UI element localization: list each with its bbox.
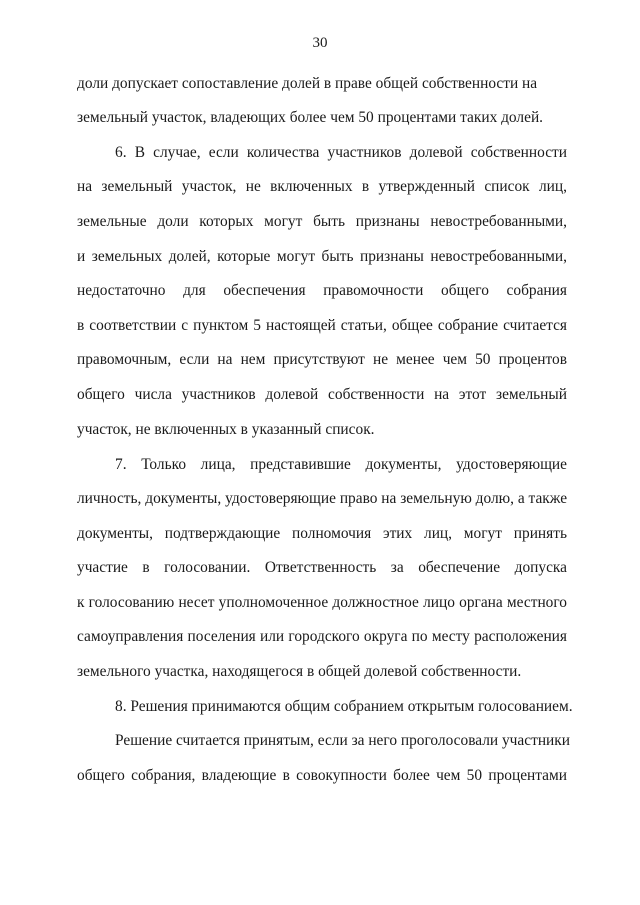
text-line: общего собрания, владеющие в совокупности более чем 50 процентами <box>77 767 567 784</box>
text-line: земельный участок, владеющих более чем 50 процентами таких долей. <box>77 109 544 126</box>
text-line: 7. Только лица, представившие документы, удостоверяющие <box>115 456 567 473</box>
text-line: 6. В случае, если количества участников долевой собственности <box>115 144 567 161</box>
text-line: доли допускает сопоставление долей в праве общей собственности на <box>77 75 538 92</box>
text-line: участие в голосовании. Ответственность за обеспечение допуска <box>77 559 567 576</box>
text-line: 8. Решения принимаются общим собранием открытым голосованием. <box>115 698 573 715</box>
text-line: общего числа участников долевой собственности на этот земельный <box>77 386 567 403</box>
text-line: и земельных долей, которые могут быть признаны невостребованными, <box>77 248 567 265</box>
text-line: земельного участка, находящегося в общей долевой собственности. <box>77 663 522 680</box>
text-line: на земельный участок, не включенных в утвержденный список лиц, <box>77 178 567 195</box>
text-line: документы, подтверждающие полномочия этих лиц, могут принять <box>77 525 567 542</box>
text-line: недостаточно для обеспечения правомочности общего собрания <box>77 282 567 299</box>
text-line: участок, не включенных в указанный список. <box>77 421 375 438</box>
text-line: земельные доли которых могут быть признаны невостребованными, <box>77 213 567 230</box>
text-line: личность, документы, удостоверяющие право на земельную долю, а также <box>77 490 568 507</box>
text-line: в соответствии с пунктом 5 настоящей статьи, общее собрание считается <box>77 317 567 334</box>
text-line: правомочным, если на нем присутствуют не менее чем 50 процентов <box>77 351 567 368</box>
text-line: Решение считается принятым, если за него проголосовали участники <box>115 732 571 749</box>
page-number: 30 <box>312 35 328 51</box>
text-line: к голосованию несет уполномоченное должностное лицо органа местного <box>77 594 567 611</box>
text-line: самоуправления поселения или городского округа по месту расположения <box>77 628 567 645</box>
